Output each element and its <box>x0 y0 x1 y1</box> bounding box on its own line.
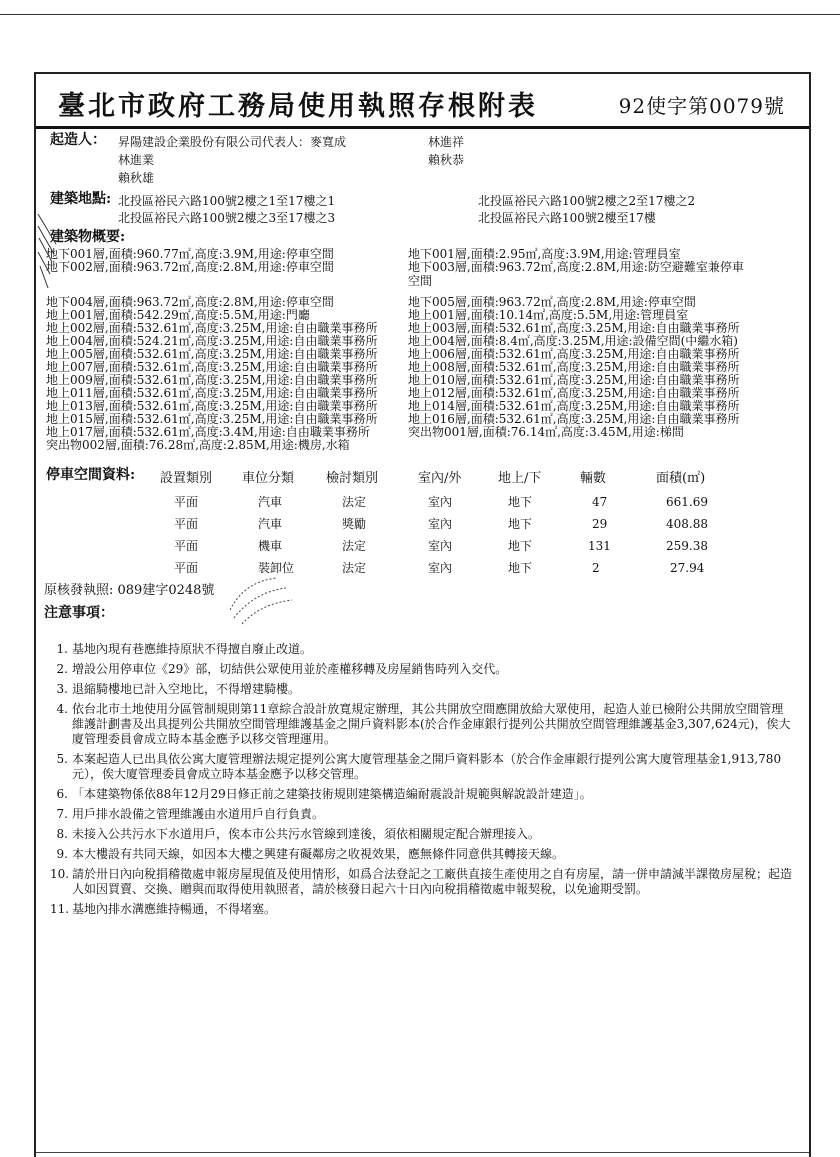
note-number: 5. <box>56 752 68 766</box>
note-item <box>50 827 795 842</box>
floor-left-row: 地下001層,面積:960.77㎡,高度:3.9M,用途:停車空間 <box>46 247 334 261</box>
note-number: 7. <box>56 807 68 821</box>
note-item <box>50 847 795 862</box>
floor-right-row: 地上003層,面積:532.61㎡,高度:3.25M,用途:自由職業事務所 <box>408 321 740 335</box>
parking-cell: 地下 <box>508 561 533 575</box>
scan-artifact <box>36 204 58 324</box>
site-address-3: 北投區裕民六路100號2樓之3至17樓之3 <box>118 211 336 225</box>
notes-label: 注意事項： <box>44 605 114 621</box>
parking-header: 檢討類別 <box>326 471 379 486</box>
floor-left-row: 地上005層,面積:532.61㎡,高度:3.25M,用途:自由職業事務所 <box>46 347 378 361</box>
floor-left-row: 地上004層,面積:524.21㎡,高度:3.25M,用途:自由職業事務所 <box>46 334 378 348</box>
note-item <box>50 867 795 897</box>
parking-cell: 室內 <box>428 517 453 531</box>
note-item <box>50 662 795 677</box>
note-number: 4. <box>56 702 68 716</box>
floor-right-row: 突出物001層,面積:76.14㎡,高度:3.45M,用途:梯間 <box>408 425 684 439</box>
parking-cell: 室內 <box>428 539 453 553</box>
floor-right-row: 地上014層,面積:532.61㎡,高度:3.25M,用途:自由職業事務所 <box>408 399 740 413</box>
permit-number: 92使字第0079號 <box>618 94 785 118</box>
parking-cell: 法定 <box>342 495 367 509</box>
document-frame <box>34 72 811 1157</box>
note-item <box>50 807 795 822</box>
parking-header: 輛數 <box>580 471 607 486</box>
applicant-label: 起造人： <box>50 132 106 148</box>
note-number: 1. <box>56 642 68 656</box>
title-bar <box>36 74 809 129</box>
document-title: 臺北市政府工務局使用執照存根附表 <box>58 91 538 122</box>
note-number: 6. <box>56 787 68 801</box>
floor-right-row: 地上016層,面積:532.61㎡,高度:3.25M,用途:自由職業事務所 <box>408 412 740 426</box>
note-number: 10. <box>50 867 70 881</box>
original-permit: 原核發執照: 089建字0248號 <box>44 583 215 598</box>
note-text: 未接入公共污水下水道用戶，俟本市公共污水管線到達後，須依相關規定配合辦理接入。 <box>72 827 541 841</box>
floor-left-row: 地下002層,面積:963.72㎡,高度:2.8M,用途:停車空間 <box>46 260 334 274</box>
note-text: 基地內現有巷應維持原狀不得擅自廢止改道。 <box>72 642 313 656</box>
parking-cell: 裝卸位 <box>258 561 295 575</box>
stamp-mark <box>224 570 296 628</box>
parking-cell: 地下 <box>508 517 533 531</box>
parking-cell: 平面 <box>174 495 199 509</box>
site-label: 建築地點: <box>50 191 112 207</box>
floor-left-row: 地上009層,面積:532.61㎡,高度:3.25M,用途:自由職業事務所 <box>46 373 378 387</box>
parking-cell: 29 <box>592 517 608 531</box>
applicant-company: 昇陽建設企業股份有限公司代表人：麥寬成 <box>118 135 347 149</box>
parking-cell: 平面 <box>174 561 199 575</box>
note-text: 基地內排水溝應維持暢通，不得堵塞。 <box>72 902 277 916</box>
parking-cell: 地下 <box>508 495 533 509</box>
floor-left-row: 地上015層,面積:532.61㎡,高度:3.25M,用途:自由職業事務所 <box>46 412 378 426</box>
parking-header: 地上/下 <box>498 471 542 486</box>
floor-right-row: 地上012層,面積:532.61㎡,高度:3.25M,用途:自由職業事務所 <box>408 386 740 400</box>
site-address-4: 北投區裕民六路100號2樓至17樓 <box>478 211 656 225</box>
floor-left-row: 地上002層,面積:532.61㎡,高度:3.25M,用途:自由職業事務所 <box>46 321 378 335</box>
applicant-name-right-2: 賴秋恭 <box>428 153 465 167</box>
floor-left-row: 地上017層,面積:532.61㎡,高度:3.4M,用途:自由職業事務所 <box>46 425 370 439</box>
floor-right-row: 地上004層,面積:8.4㎡,高度:3.25M,用途:設備空間(中繼水箱) <box>408 334 738 348</box>
parking-cell: 27.94 <box>670 561 705 575</box>
floor-left-row: 突出物002層,面積:76.28㎡,高度:2.85M,用途:機房,水箱 <box>46 438 350 452</box>
floors-label: 建築物概要: <box>50 229 126 245</box>
note-item <box>50 682 795 697</box>
note-number: 3. <box>56 682 68 696</box>
note-text: 退縮騎樓地已計入空地比，不得增建騎樓。 <box>72 682 301 696</box>
parking-cell: 地下 <box>508 539 533 553</box>
note-item <box>50 702 795 747</box>
note-item <box>50 902 795 917</box>
floor-left-row: 地上013層,面積:532.61㎡,高度:3.25M,用途:自由職業事務所 <box>46 399 378 413</box>
parking-cell: 平面 <box>174 539 199 553</box>
note-item <box>50 642 795 657</box>
parking-cell: 汽車 <box>258 517 283 531</box>
parking-header: 室內/外 <box>418 471 462 486</box>
floor-right-row: 地下003層,面積:963.72㎡,高度:2.8M,用途:防空避難室兼停車 <box>408 260 744 274</box>
floor-left-row: 地上007層,面積:532.61㎡,高度:3.25M,用途:自由職業事務所 <box>46 360 378 374</box>
note-number: 9. <box>56 847 68 861</box>
floor-right-row: 地上001層,面積:10.14㎡,高度:5.5M,用途:管理員室 <box>408 308 689 322</box>
parking-cell: 獎勵 <box>342 517 367 531</box>
floor-left-row: 地下004層,面積:963.72㎡,高度:2.8M,用途:停車空間 <box>46 295 334 309</box>
parking-cell: 259.38 <box>666 539 708 553</box>
notes-list <box>50 642 795 922</box>
note-number: 8. <box>56 827 68 841</box>
applicant-name-2: 林進業 <box>118 153 155 167</box>
note-text: 「本建築物係依88年12月29日修正前之建築技術規則建築構造編耐震設計規範與解說設計建造」。 <box>72 787 592 801</box>
parking-cell: 2 <box>592 561 600 575</box>
note-text: 本大樓設有共同天線，如因本大樓之興建有礙鄰房之收視效果，應無條件同意供其轉接天線。 <box>72 847 565 861</box>
parking-header: 設置類別 <box>160 471 213 486</box>
parking-label: 停車空間資料: <box>46 467 136 483</box>
floor-right-row: 地上006層,面積:532.61㎡,高度:3.25M,用途:自由職業事務所 <box>408 347 740 361</box>
floor-right-row: 空間 <box>408 274 433 288</box>
parking-cell: 法定 <box>342 561 367 575</box>
floor-right-row: 地上010層,面積:532.61㎡,高度:3.25M,用途:自由職業事務所 <box>408 373 740 387</box>
note-text: 用戶排水設備之管理維護由水道用戶自行負責。 <box>72 807 325 821</box>
floor-right-row: 地下001層,面積:2.95㎡,高度:3.9M,用途:管理員室 <box>408 247 681 261</box>
note-text: 請於卅日內向稅捐稽徵處申報房屋現值及使用情形，如爲合法登記之工廠供直接生產使用之自有房屋，請一併申請減半課徵房屋稅；起造人如因買賣、交換、贈與而取得使用執照者，請於核發日起六十日內向稅捐稽徵處申報契稅，以免逾期受罰。 <box>72 867 793 896</box>
note-text: 增設公用停車位《29》部，切結供公眾使用並於產權移轉及房屋銷售時列入交代。 <box>72 662 508 676</box>
note-number: 2. <box>56 662 68 676</box>
note-item <box>50 787 795 802</box>
parking-cell: 平面 <box>174 517 199 531</box>
parking-cell: 131 <box>588 539 611 553</box>
site-address-1: 北投區裕民六路100號2樓之1至17樓之1 <box>118 194 336 208</box>
site-address-2: 北投區裕民六路100號2樓之2至17樓之2 <box>478 194 696 208</box>
applicant-name-3: 賴秋雄 <box>118 171 155 185</box>
floor-right-row: 地上008層,面積:532.61㎡,高度:3.25M,用途:自由職業事務所 <box>408 360 740 374</box>
parking-cell: 47 <box>592 495 608 509</box>
note-number: 11. <box>50 902 70 916</box>
note-item <box>50 752 795 782</box>
parking-cell: 661.69 <box>666 495 708 509</box>
scan-top-edge <box>0 14 840 15</box>
parking-cell: 機車 <box>258 539 283 553</box>
note-text: 依台北市土地使用分區管制規則第11章綜合設計放寬規定辦理，其公共開放空間應開放給大眾使用，起造人並已檢附公共開放空間管理維護計劃書及出具提列公共開放空間管理維護基金之開戶資料影本(於合作金庫銀行提列公共開放空間管理維護基金3,307,624元)，俟大廈管理委員會成立時本基金應予以移交管理運用。 <box>72 702 791 746</box>
parking-header: 面積(㎡) <box>656 471 706 486</box>
note-text: 本案起造人已出具依公寓大廈管理辦法規定提列公寓大廈管理基金之開戶資料影本（於合作金庫銀行提列公寓大廈管理基金1,913,780元），俟大廈管理委員會成立時本基金應予以移交管理。 <box>72 752 782 781</box>
bottom-rule <box>36 1152 809 1153</box>
floor-left-row: 地上001層,面積:542.29㎡,高度:5.5M,用途:門廳 <box>46 308 310 322</box>
parking-cell: 汽車 <box>258 495 283 509</box>
parking-cell: 法定 <box>342 539 367 553</box>
parking-cell: 室內 <box>428 495 453 509</box>
parking-header: 車位分類 <box>242 471 295 486</box>
parking-cell: 408.88 <box>666 517 708 531</box>
floor-right-row: 地下005層,面積:963.72㎡,高度:2.8M,用途:停車空間 <box>408 295 696 309</box>
parking-cell: 室內 <box>428 561 453 575</box>
applicant-name-right-1: 林進祥 <box>428 135 465 149</box>
floor-left-row: 地上011層,面積:532.61㎡,高度:3.25M,用途:自由職業事務所 <box>46 386 378 400</box>
